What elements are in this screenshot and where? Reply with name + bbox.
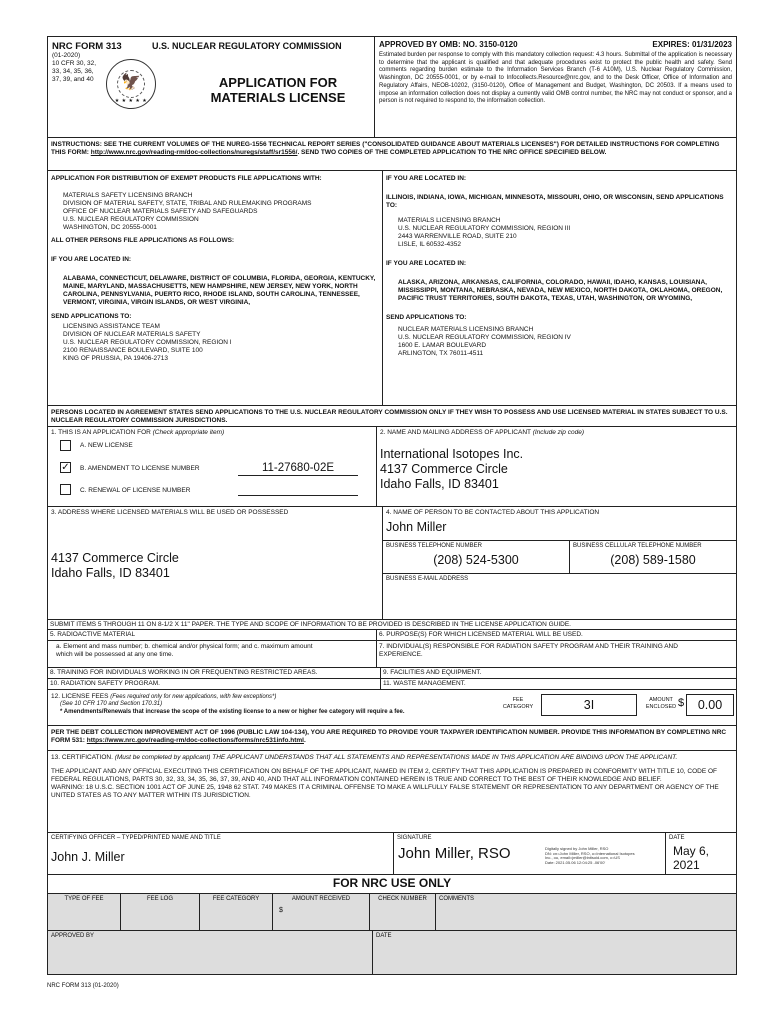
- business-email[interactable]: [386, 583, 733, 613]
- seal-stars: ★ ★ ★ ★ ★: [114, 98, 148, 104]
- email-label: BUSINESS E-MAIL ADDRESS: [386, 576, 469, 582]
- officer-label: CERTIFYING OFFICER – TYPED/PRINTED NAME AND TITLE: [51, 835, 221, 841]
- expiration-date: EXPIRES: 01/31/2023: [652, 40, 732, 49]
- col-type-of-fee: TYPE OF FEE: [48, 894, 121, 930]
- items-5-7: [47, 630, 737, 668]
- col-amount-received: AMOUNT RECEIVED: [291, 896, 351, 902]
- items-8-9: [47, 668, 737, 679]
- region3-states: ILLINOIS, INDIANA, IOWA, MICHIGAN, MINNESOTA, MISSOURI, OHIO, OR WISCONSIN, SEND APPLICATIONS TO:: [386, 194, 724, 209]
- item-4: [383, 507, 736, 619]
- col-fee-category: FEE CATEGORY: [200, 894, 273, 930]
- renewal-checkbox[interactable]: [60, 484, 71, 495]
- col-comments: COMMENTS: [439, 896, 474, 902]
- form-title: APPLICATION FOR MATERIALS LICENSE: [210, 75, 346, 105]
- certification-warning: WARNING: 18 U.S.C. SECTION 1001 ACT OF JUNE 25, 1948 62 STAT. 749 MAKES IT A CRIMINAL OFFENSE TO MAKE A WILLFULLY FALSE STATEMENT OR REPRESENTATION TO ANY DEPARTMENT OR AGENCY OF THE UNITED STATES AS TO ANY MATTER WITHIN ITS JURISDICTION.: [51, 784, 719, 799]
- debt-notice-end: .: [303, 737, 306, 744]
- region1-located-heading: IF YOU ARE LOCATED IN:: [51, 256, 132, 263]
- item7-label: 7. INDIVIDUAL(S) RESPONSIBLE FOR RADIATION SAFETY PROGRAM AND THEIR TRAINING AND EXPERIENCE.: [379, 643, 678, 658]
- item9-label: 9. FACILITIES AND EQUIPMENT.: [383, 669, 482, 676]
- region1-send-to: SEND APPLICATIONS TO:: [51, 313, 132, 320]
- instructions-text-end: . SEND TWO COPIES OF THE COMPLETED APPLICATION TO THE NRC OFFICE SPECIFIED BELOW.: [297, 149, 607, 156]
- signature-row: [47, 833, 737, 875]
- exempt-products-heading: APPLICATION FOR DISTRIBUTION OF EXEMPT PRODUCTS FILE APPLICATIONS WITH:: [51, 175, 322, 182]
- form-date: (01-2020): [52, 52, 81, 59]
- debt-collection-notice: [47, 726, 737, 751]
- digital-signature-details: Digitally signed by John Miller, RSO DN: cn=John Miller, RSO, o=International Isotopes Inc., ou, email=jmiller@intisoid.com, c=US Date: 2021.05.06 12:04:25 -06'00': [545, 846, 635, 866]
- cell-label: BUSINESS CELLULAR TELEPHONE NUMBER: [573, 543, 702, 549]
- filing-addresses: [47, 171, 737, 406]
- business-cell[interactable]: (208) 589-1580: [610, 553, 696, 567]
- form-header: [47, 36, 737, 138]
- addresses-right: [383, 171, 736, 405]
- amount-currency: $: [678, 697, 685, 709]
- amount-enclosed-label: AMOUNT ENCLOSED: [645, 697, 677, 710]
- nrc-approval-row: [47, 931, 737, 975]
- agreement-states-note: PERSONS LOCATED IN AGREEMENT STATES SEND APPLICATIONS TO THE U.S. NUCLEAR REGULATORY COMMISSION ONLY IF THEY WISH TO POSSESS AND USE LICENSED MATERIAL IN STATES SUBJECT TO U.S. NUCLEAR REGULATORY COMMISSION JURISDICTIONS.: [47, 406, 737, 427]
- amount-enclosed-field[interactable]: 0.00: [686, 694, 734, 716]
- signature-name[interactable]: John Miller, RSO: [398, 845, 511, 862]
- item-12-fees: [47, 690, 737, 726]
- approval-date: DATE: [376, 933, 392, 939]
- signature-date-label: DATE: [669, 835, 685, 841]
- signature-label: SIGNATURE: [397, 835, 432, 841]
- phone-label: BUSINESS TELEPHONE NUMBER: [386, 543, 482, 549]
- item12-note: * Amendments/Renewals that increase the scope of the existing license to a new or higher fee category will require a fee.: [60, 709, 405, 715]
- region3-address: MATERIALS LICENSING BRANCH U.S. NUCLEAR REGULATORY COMMISSION, REGION III 2443 WARRENVILLE ROAD, SUITE 210 LISLE, IL 60532-4352: [398, 217, 571, 248]
- form-footer: NRC FORM 313 (01-2020): [47, 983, 119, 989]
- item5-label: 5. RADIOACTIVE MATERIAL: [48, 630, 376, 641]
- item12-hint: (Fees required only for new applications, with few exceptions*): [110, 694, 277, 700]
- addresses-left: [48, 171, 383, 405]
- fee-category-field[interactable]: 3I: [541, 694, 637, 716]
- items-1-2: [47, 427, 737, 507]
- instructions-text: INSTRUCTIONS: SEE THE CURRENT VOLUMES OF THE NUREG-1556 TECHNICAL REPORT SERIES ("CONSOLIDATED GUIDANCE ABOUT MATERIALS LICENSES") FOR DETAILED INSTRUCTIONS FOR COMPLETING THIS FORM:: [51, 141, 720, 156]
- col-fee-log: FEE LOG: [121, 894, 200, 930]
- item12-label: 12. LICENSE FEES: [51, 693, 109, 700]
- items-5-11-header: SUBMIT ITEMS 5 THROUGH 11 ON 8-1/2 X 11" PAPER. THE TYPE AND SCOPE OF INFORMATION TO BE PROVIDED IS DESCRIBED IN THE LICENSE APPLICATION GUIDE.: [47, 620, 737, 630]
- item8-label: 8. TRAINING FOR INDIVIDUALS WORKING IN OR FREQUENTING RESTRICTED AREAS.: [48, 668, 381, 678]
- exempt-products-address: MATERIALS SAFETY LICENSING BRANCH DIVISION OF MATERIAL SAFETY, STATE, TRIBAL AND RULEMAKING PROGRAMS OFFICE OF NUCLEAR MATERIALS SAFETY AND SAFEGUARDS U.S. NUCLEAR REGULATORY COMMISSION WASHINGTON, DC 20555-0001: [63, 192, 312, 231]
- new-license-checkbox[interactable]: [60, 440, 71, 451]
- region4-states: ALASKA, ARIZONA, ARKANSAS, CALIFORNIA, COLORADO, HAWAII, IDAHO, KANSAS, LOUISIANA, MISSISSIPPI, MONTANA, NEBRASKA, NEVADA, NEW MEXICO, NORTH DAKOTA, OKLAHOMA, OREGON, PACIFIC TRUST TERRITORIES, SOUTH DAKOTA, TEXAS, UTAH, WASHINGTON, OR WYOMING,: [398, 279, 723, 302]
- form-531-link[interactable]: https://www.nrc.gov/reading-rm/doc-collections/forms/nrc531info.html: [86, 737, 304, 744]
- item6-label: 6. PURPOSE(S) FOR WHICH LICENSED MATERIAL WILL BE USED.: [377, 630, 736, 641]
- signature-date[interactable]: May 6, 2021: [673, 844, 710, 872]
- region3-located-heading: IF YOU ARE LOCATED IN:: [386, 175, 467, 182]
- nrc-seal: [106, 59, 156, 109]
- item13-italic: (Must be completed by applicant) THE APPLICANT UNDERSTANDS THAT ALL STATEMENTS AND REPRESENTATIONS MADE IN THIS APPLICATION ARE BINDING UPON THE APPLICANT.: [114, 754, 678, 761]
- nrc-use-table: [47, 894, 737, 931]
- license-number-field[interactable]: 11-27680-02E: [238, 461, 358, 476]
- amendment-label: B. AMENDMENT TO LICENSE NUMBER: [80, 465, 200, 472]
- use-address[interactable]: 4137 Commerce Circle Idaho Falls, ID 83401: [51, 551, 179, 580]
- region4-address: NUCLEAR MATERIALS LICENSING BRANCH U.S. NUCLEAR REGULATORY COMMISSION, REGION IV 1600 E. LAMAR BOULEVARD ARLINGTON, TX 76011-4511: [398, 326, 571, 357]
- item11-label: 11. WASTE MANAGEMENT.: [383, 680, 466, 687]
- col-check-number: CHECK NUMBER: [370, 894, 436, 930]
- omb-number: APPROVED BY OMB: NO. 3150-0120: [379, 40, 518, 49]
- contact-name[interactable]: John Miller: [386, 520, 447, 534]
- amendment-checkbox[interactable]: ✓: [61, 462, 70, 473]
- item1-label: 1. THIS IS AN APPLICATION FOR: [51, 429, 151, 436]
- certifying-officer[interactable]: John J. Miller: [51, 850, 125, 864]
- agency-name: U.S. NUCLEAR REGULATORY COMMISSION: [152, 41, 342, 51]
- business-phone[interactable]: (208) 524-5300: [433, 553, 519, 567]
- nrc-use-title: FOR NRC USE ONLY: [47, 875, 737, 894]
- certification-body: THE APPLICANT AND ANY OFFICIAL EXECUTING THIS CERTIFICATION ON BEHALF OF THE APPLICANT, NAMED IN ITEM 2, CERTIFY THAT THIS APPLICATION IS PREPARED IN CONFORMITY WITH TITLE 10, CODE OF FEDERAL REGULATIONS, PARTS 30, 32, 33, 34, 35, 36, 37, 39, AND 40, AND THAT ALL INFORMATION CONTAINED HEREIN IS TRUE AND CORRECT TO THE BEST OF THEIR KNOWLEDGE AND BELIEF.: [51, 768, 718, 783]
- item-2: [377, 427, 736, 506]
- item2-hint: (Include zip code): [532, 429, 584, 436]
- item-3: [48, 507, 383, 619]
- new-license-label: A. NEW LICENSE: [80, 442, 133, 449]
- item5-sub: a. Element and mass number; b. chemical and/or physical form; and c. maximum amount which will be possessed at any one time.: [56, 643, 313, 658]
- item2-label: 2. NAME AND MAILING ADDRESS OF APPLICANT: [380, 429, 531, 436]
- region1-address: LICENSING ASSISTANCE TEAM DIVISION OF NUCLEAR MATERIALS SAFETY U.S. NUCLEAR REGULATORY COMMISSION, REGION I 2100 RENAISSANCE BOULEVARD, SUITE 100 KING OF PRUSSIA, PA 19406-2713: [63, 323, 232, 362]
- region4-located-heading: IF YOU ARE LOCATED IN:: [386, 260, 467, 267]
- form-id: NRC FORM 313: [52, 41, 122, 52]
- debt-notice-text: PER THE DEBT COLLECTION IMPROVEMENT ACT OF 1996 (PUBLIC LAW 104-134), YOU ARE REQUIRED TO PROVIDE YOUR TAXPAYER IDENTIFICATION NUMBER. PROVIDE THIS INFORMATION BY COMPLETING NRC FORM 531:: [51, 729, 727, 744]
- burden-statement: Estimated burden per response to comply with this mandatory collection request: 4.3 hours. Submittal of the application is necessary to determine that the applicant is qualified and that adequate procedures exist to protect the public health and safety. Send comments regarding burden estimate to the Information Services Branch (T-6 A10M), U.S. Nuclear Regulatory Commission, Washington, DC 20555-0001, or by e-mail to Infocollects.Resource@nrc.gov, and to the Desk Officer, Office of Information and Regulatory Affairs, NEOB-10202, (3150-0120), Office of Management and Budget, Washington, DC 20503. If a means used to impose an information collection does not display a currently valid OMB control number, the NRC may not conduct or sponsor, and a person is not required to respond to, the information collection.: [379, 52, 732, 105]
- form-page: [47, 36, 737, 990]
- renewal-number-field[interactable]: [238, 483, 358, 496]
- items-3-4: [47, 507, 737, 620]
- fee-category-label: FEE CATEGORY: [502, 697, 534, 710]
- all-other-heading: ALL OTHER PERSONS FILE APPLICATIONS AS FOLLOWS:: [51, 237, 235, 244]
- item3-label: 3. ADDRESS WHERE LICENSED MATERIALS WILL BE USED OR POSSESSED: [51, 509, 289, 516]
- item13-label: 13. CERTIFICATION.: [51, 754, 113, 761]
- applicant-name-address[interactable]: International Isotopes Inc. 4137 Commerce Circle Idaho Falls, ID 83401: [380, 447, 524, 491]
- cfr-references: 10 CFR 30, 32, 33, 34, 35, 36, 37, 39, and 40: [52, 60, 97, 83]
- item4-label: 4. NAME OF PERSON TO BE CONTACTED ABOUT THIS APPLICATION: [386, 509, 600, 516]
- renewal-label: C. RENEWAL OF LICENSE NUMBER: [80, 487, 191, 494]
- nureg-link[interactable]: http://www.nrc.gov/reading-rm/doc-collections/nuregs/staff/sr1556/: [90, 149, 298, 156]
- item-1: [48, 427, 377, 506]
- item10-label: 10. RADIATION SAFETY PROGRAM.: [48, 679, 381, 689]
- header-left: [48, 37, 375, 137]
- item-13-certification: [47, 751, 737, 833]
- region4-send-to: SEND APPLICATIONS TO:: [386, 314, 467, 321]
- region1-states: ALABAMA, CONNECTICUT, DELAWARE, DISTRICT OF COLUMBIA, FLORIDA, GEORGIA, KENTUCKY, MAINE, MARYLAND, MASSACHUSETTS, NEW HAMPSHIRE, NEW JERSEY, NEW YORK, NORTH CAROLINA, PENNSYLVANIA, PUERTO RICO, RHODE ISLAND, SOUTH CAROLINA, TENNESSEE, VERMONT, VIRGINIA, VIRGIN ISLANDS, OR WEST VIRGINIA,: [63, 275, 376, 306]
- item1-hint: (Check appropriate item): [152, 429, 225, 436]
- amount-received-currency: $: [279, 907, 283, 914]
- item12-cfr: (See 10 CFR 170 and Section 170.31): [60, 701, 163, 707]
- approved-by: APPROVED BY: [48, 931, 373, 974]
- items-10-11: [47, 679, 737, 690]
- instructions: [47, 138, 737, 171]
- eagle-icon: 🦅: [121, 74, 141, 91]
- header-right: [375, 37, 736, 137]
